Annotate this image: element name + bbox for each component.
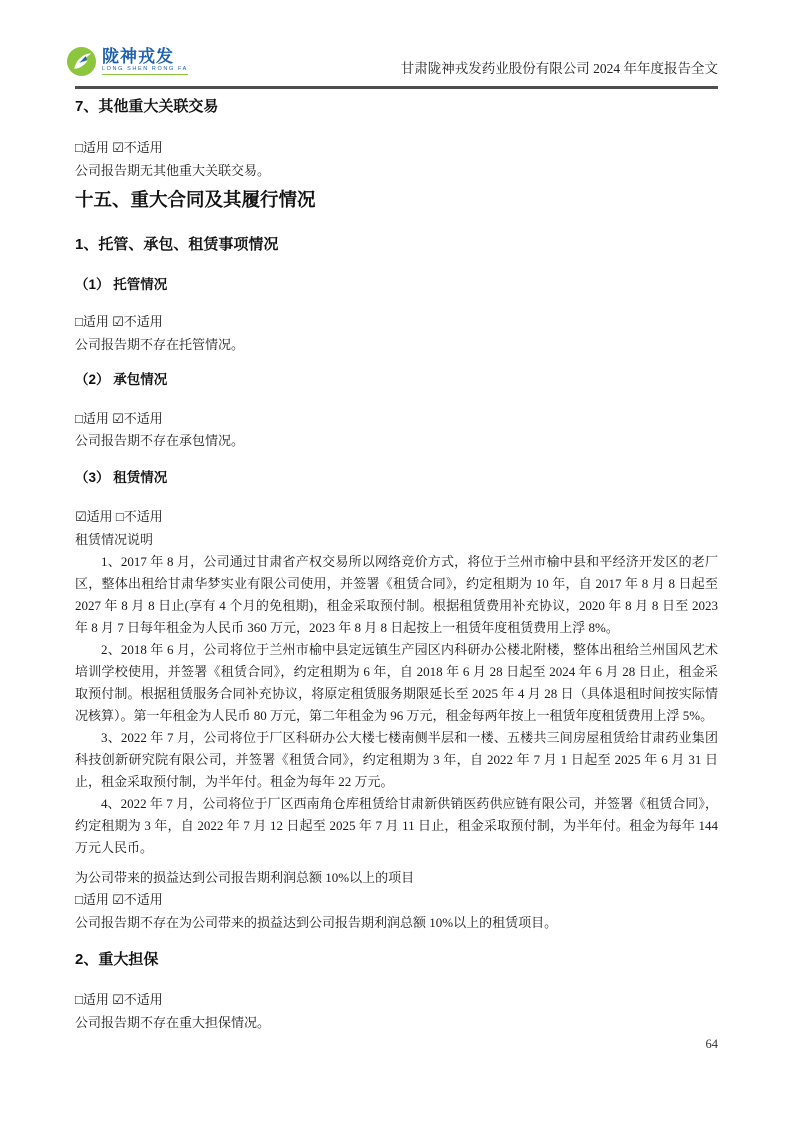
section-7-note: 公司报告期无其他重大关联交易。 — [75, 163, 271, 178]
section-1-3-heading: （3） 租赁情况 — [75, 470, 168, 485]
section-1-heading: 1、托管、承包、租赁事项情况 — [75, 236, 279, 253]
logo-bird-icon — [66, 46, 97, 77]
section-2-applicability: □适用 ☑不适用 — [75, 992, 163, 1007]
section-2-note: 公司报告期不存在重大担保情况。 — [75, 1015, 271, 1030]
section-1-1-note: 公司报告期不存在托管情况。 — [75, 337, 245, 352]
section-1-1-heading: （1） 托管情况 — [75, 277, 168, 292]
section-7-heading: 7、其他重大关联交易 — [75, 98, 219, 115]
lease-note-title: 租赁情况说明 — [75, 532, 154, 547]
section-1-2-applicability: □适用 ☑不适用 — [75, 411, 163, 426]
section-1-2-heading: （2） 承包情况 — [75, 372, 168, 387]
lease-paragraph-4: 4、2022 年 7 月，公司将位于厂区西南角仓库租赁给甘肃新供销医药供应链有限公司，并签署《租赁合同》，约定租期为 3 年，自 2022 年 7 月 12 日起至 2025 年 7 月 11 日止，租金采取预付制，为半年付。租金为每年 144 万元人民币。 — [75, 796, 718, 855]
section-7-applicability: □适用 ☑不适用 — [75, 140, 163, 155]
company-logo — [66, 46, 188, 77]
lease-paragraph-2: 2、2018 年 6 月，公司将位于兰州市榆中县定远镇生产园区内科研办公楼北附楼，整体出租给兰州国风艺术培训学校使用，并签署《租赁合同》，约定租期为 6 年，自 2018 年 6 月 28 日起至 2024 年 6 月 28 日止，租金采取预付制。根据租赁服务合同补充协议，将原定租赁服务期限延长至 2025 年 4 月 28 日（具体退租时间按实际情况核算）。第一年租金为人民币 80 万元，第二年租金为 96 万元，租金每两年按上一租赁年度租赁费用上浮 5%。 — [75, 642, 718, 723]
section-2-heading: 2、重大担保 — [75, 951, 159, 968]
section-1-3-applicability: ☑适用 □不适用 — [75, 509, 163, 524]
section-1-2-note: 公司报告期不存在承包情况。 — [75, 433, 245, 448]
header-divider — [75, 86, 718, 89]
report-title: 甘肃陇神戎发药业股份有限公司 2024 年年度报告全文 — [400, 61, 718, 76]
profit-item-note: 公司报告期不存在为公司带来的损益达到公司报告期利润总额 10%以上的租赁项目。 — [75, 915, 558, 930]
lease-paragraph-3: 3、2022 年 7 月，公司将位于厂区科研办公大楼七楼南侧半层和一楼、五楼共三间房屋租赁给甘肃药业集团科技创新研究院有限公司，并签署《租赁合同》，约定租期为 3 年，自 2022 年 7 月 1 日起至 2025 年 6 月 31 日止，租金采取预付制，为半年付。租金为每年 22 万元。 — [75, 730, 718, 789]
profit-item-applicability: □适用 ☑不适用 — [75, 892, 163, 907]
lease-paragraph-1: 1、2017 年 8 月，公司通过甘肃省产权交易所以网络竞价方式，将位于兰州市榆中县和平经济开发区的老厂区，整体出租给甘肃华梦实业有限公司使用，并签署《租赁合同》，约定租期为 10 年，自 2017 年 8 月 8 日起至 2027 年 8 月 8 日止(享有 4 个月的免租期)，租金采取预付制。根据租赁费用补充协议，2020 年 8 月 8 日至 2023 年 8 月 7 日每年租金为人民币 360 万元，2023 年 8 月 8 日起按上一租赁年度租赁费用上浮 8%。 — [75, 554, 718, 635]
section-1-1-applicability: □适用 ☑不适用 — [75, 314, 163, 329]
chapter-15-heading: 十五、重大合同及其履行情况 — [75, 189, 316, 210]
logo-text-cn: 陇神戎发 — [102, 46, 174, 66]
logo-text-en: LONG SHEN RONG FA — [102, 67, 188, 76]
logo-text — [102, 48, 188, 76]
document-content — [75, 97, 718, 1034]
page-number: 64 — [705, 1037, 718, 1051]
profit-item-title: 为公司带来的损益达到公司报告期利润总额 10%以上的项目 — [75, 870, 415, 885]
